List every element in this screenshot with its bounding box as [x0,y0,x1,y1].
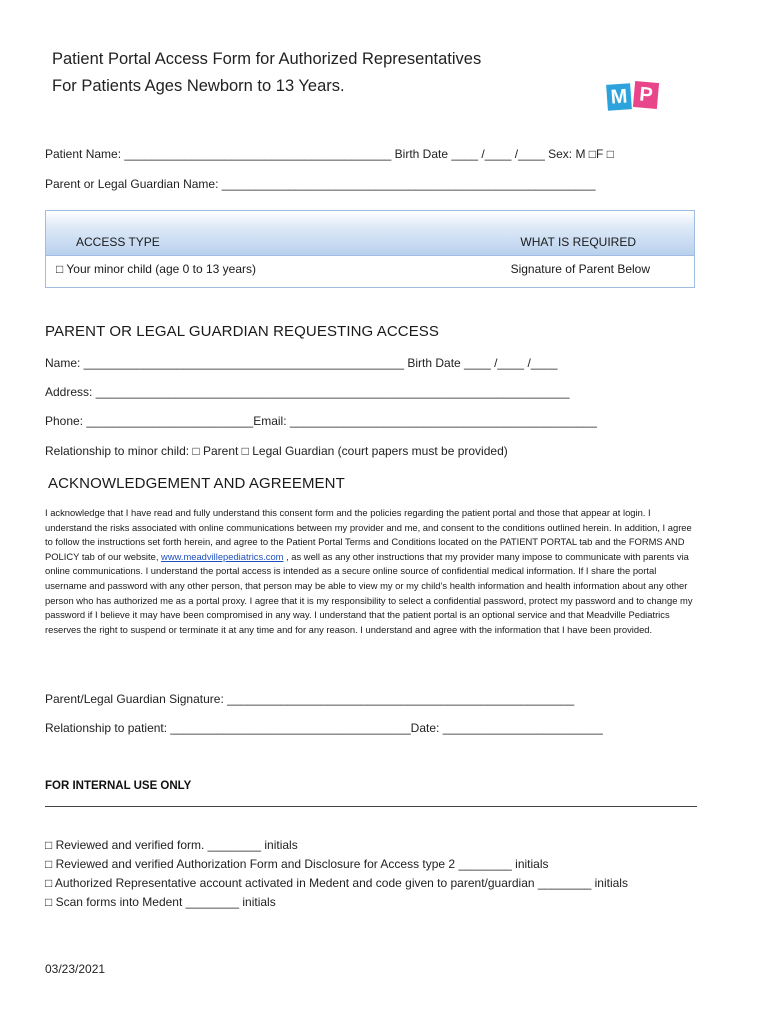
logo-p-tile: P [633,81,659,109]
signature-line[interactable]: Parent/Legal Guardian Signature: ____________________________________________________ [45,692,575,706]
form-title-line-2: For Patients Ages Newborn to 13 Years. [52,77,345,95]
access-type-table [45,210,695,288]
internal-check-scan-forms[interactable]: □ Scan forms into Medent ________ initials [45,895,276,909]
internal-divider [45,806,697,807]
mp-logo [607,80,663,114]
patient-name-line[interactable]: Patient Name: ________________________________________ Birth Date ____ /____ /____ Sex: M □F □ [45,147,614,161]
phone-email-line[interactable]: Phone: _________________________Email: ______________________________________________ [45,414,597,428]
internal-check-reviewed-form[interactable]: □ Reviewed and verified form. ________ initials [45,838,298,852]
guardian-section-heading: PARENT OR LEGAL GUARDIAN REQUESTING ACCESS [45,323,440,340]
acknowledgement-text [45,506,695,637]
access-type-column-header: ACCESS TYPE [76,235,160,249]
ack-text-part-1: I acknowledge that I have read and fully understand this consent form and the policies regarding the patient portal and those that appear at login. I understand the risks associated with online communications between my provider and me, and consent to the conditions outlined herein. In addition, I agree to follow the instructions set forth herein, and agree to the Patient Portal Terms and Conditions located on the PATIENT PORTAL tab and the FORMS AND POLICY tab of our website, [45,507,692,562]
relationship-date-line[interactable]: Relationship to patient: ____________________________________Date: ________________________ [45,721,603,735]
ack-text-part-2: , as well as any other instructions that my provider many impose to communicate with parents via online communications. I understand the portal access is intended as a secure online source of confidential medical information. If I share the portal username and password with any other person, that person may be able to view my or my child’s health information and health information about any other person who has authorized me as a portal proxy. I agree that it is my responsibility to select a confidential password, protect my password and to change my password if I believe it may have been compromised in any way. I understand that the patient portal is an optional service and that Meadville Pediatrics reserves the right to suspend or terminate it at any time and for any reason. I understand and agree with the information that I have been provided. [45,550,693,635]
form-title-line-1: Patient Portal Access Form for Authorized Representatives [52,50,482,68]
internal-check-account-activated[interactable]: □ Authorized Representative account activated in Medent and code given to parent/guardian ________ initials [45,876,628,890]
table-divider [46,255,694,256]
required-signature-cell: Signature of Parent Below [510,262,650,276]
what-is-required-column-header: WHAT IS REQUIRED [520,235,636,249]
acknowledgement-heading: ACKNOWLEDGEMENT AND AGREEMENT [48,475,345,492]
internal-check-authorization-form[interactable]: □ Reviewed and verified Authorization Form and Disclosure for Access type 2 ________ initials [45,857,549,871]
website-link[interactable]: www.meadvillepediatrics.com [161,550,284,562]
access-type-minor-child-checkbox[interactable]: □ Your minor child (age 0 to 13 years) [56,262,257,276]
guardian-name-line[interactable]: Parent or Legal Guardian Name: ________________________________________________________ [45,177,596,191]
relationship-checkboxes[interactable]: Relationship to minor child: □ Parent □ Legal Guardian (court papers must be provided) [45,444,508,458]
internal-use-heading: FOR INTERNAL USE ONLY [45,780,192,792]
guardian-name-birthdate-line[interactable]: Name: ________________________________________________ Birth Date ____ /____ /____ [45,356,558,370]
logo-m-tile: M [606,83,632,111]
address-line[interactable]: Address: _______________________________________________________________________ [45,385,570,399]
form-revision-date: 03/23/2021 [45,962,106,976]
